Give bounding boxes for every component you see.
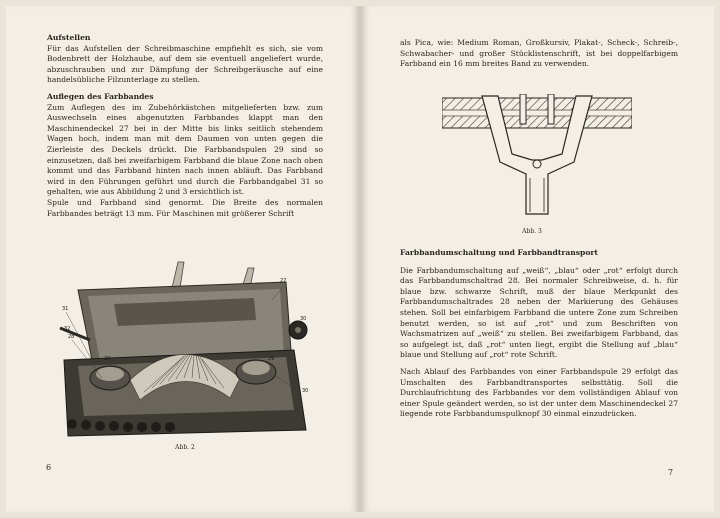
figure2-part-label: 28 (68, 334, 75, 340)
figure2-part-label: 31 (62, 306, 69, 312)
right-page (362, 6, 714, 512)
left-page (6, 6, 358, 512)
paragraph-aufstellen: Für das Aufstellen der Schreibmaschine empfiehlt es sich, sie vom Bodenbrett der Holzhaube, auf dem sie eventuell angeliefert wurde, abzuschrauben und zur Dämpfung der Schreibgeräusche auf eine handelsübliche Filzunterlage zu stellen. (47, 43, 323, 85)
figure2-part-label: 29 (268, 356, 275, 362)
figure2-caption: Abb. 2 (175, 444, 195, 451)
right-text-main (400, 248, 678, 420)
paragraph-transport: Nach Ablauf des Farbbandes von einer Farbbandspule 29 erfolgt das Umschalten des Farbbandtransportes selbsttätig. Soll die Durchlaufrichtung des Farbbandes vor dem vollständigen Ablauf von einer Spule geändert werden, so ist der unter dem Maschinendeckel 27 liegende rote Farbbandumspulknopf 30 einmal einzudrücken. (400, 366, 678, 419)
figure2-part-label: 29 (104, 356, 111, 362)
right-text-top (400, 38, 678, 70)
heading-aufstellen: Aufstellen (47, 33, 91, 42)
figure3-caption: Abb. 3 (522, 228, 542, 235)
paragraph-auflegen: Zum Auflegen des im Zubehörkästchen mitgelieferten bzw. zum Auswechseln eines abgenutzten Farbbandes klappt man den Maschinendeckel 27 bei in der Mitte bis links seitlich stehendem Wagen hoch, indem man mit dem Daumen von unten gegen die Zierleiste des Deckels drückt. Die Farbbandspulen 29 sind so einzusetzen, daß bei zweifarbigem Farbband die blaue Zone nach oben kommt und das Farbband hinten nach innen abläuft. Das Farbband wird in den Führungen geführt und durch die Farbbandgabel 31 so gehalten, wie aus Abbildung 2 und 3 ersichtlich ist. (47, 102, 323, 197)
ribbon-fork-diagram (442, 94, 632, 218)
paragraph-spule: Spule und Farbband sind genormt. Die Breite des normalen Farbbandes beträgt 13 mm. Für Maschinen mit größerer Schrift (47, 197, 323, 218)
typewriter-illustration (54, 260, 316, 438)
figure2-part-label: 27 (280, 278, 287, 284)
paragraph-umschaltung: Die Farbbandumschaltung auf „weiß“, „blau“ oder „rot“ erfolgt durch das Farbbandumschaltrad 28. Bei normaler Schreibweise, d. h. für blaue bzw. schwarze Schrift, muß der blaue Merkpunkt des Farbbandumschaltrades 28 neben der Markierung des Gehäuses stehen. Soll bei einfarbigem Farbband die untere Zone zum Schreiben benutzt werden, so ist auf „rot“ und zum Beschriften von Wachsmatrizen auf „weiß“ zu stellen. Bei zweifarbigem Farbband, das so aufgelegt ist, daß „rot“ unten liegt, ergibt die Stellung auf „blau“ blaue und Stellung auf „rot“ rote Schrift. (400, 265, 678, 360)
page-number-right: 7 (668, 468, 674, 477)
figure2-part-label: 30 (300, 316, 307, 322)
heading-farbbandumschaltung: Farbbandumschaltung und Farbbandtransport (400, 248, 598, 257)
page-number-left: 6 (46, 463, 52, 472)
heading-auflegen: Auflegen des Farbbandes (47, 91, 154, 101)
figure2-part-label: 32 (64, 326, 71, 332)
figure2-part-label: 30 (302, 388, 309, 394)
paragraph-pica: als Pica, wie: Medium Roman, Großkursiv, Plakat-, Scheck-, Schreib-, Schwabacher- und großer Stücklistenschrift, ist bei doppelfarbigem Farbband ein 16 mm breites Band zu verwenden. (400, 38, 678, 69)
left-text-column (47, 33, 323, 219)
